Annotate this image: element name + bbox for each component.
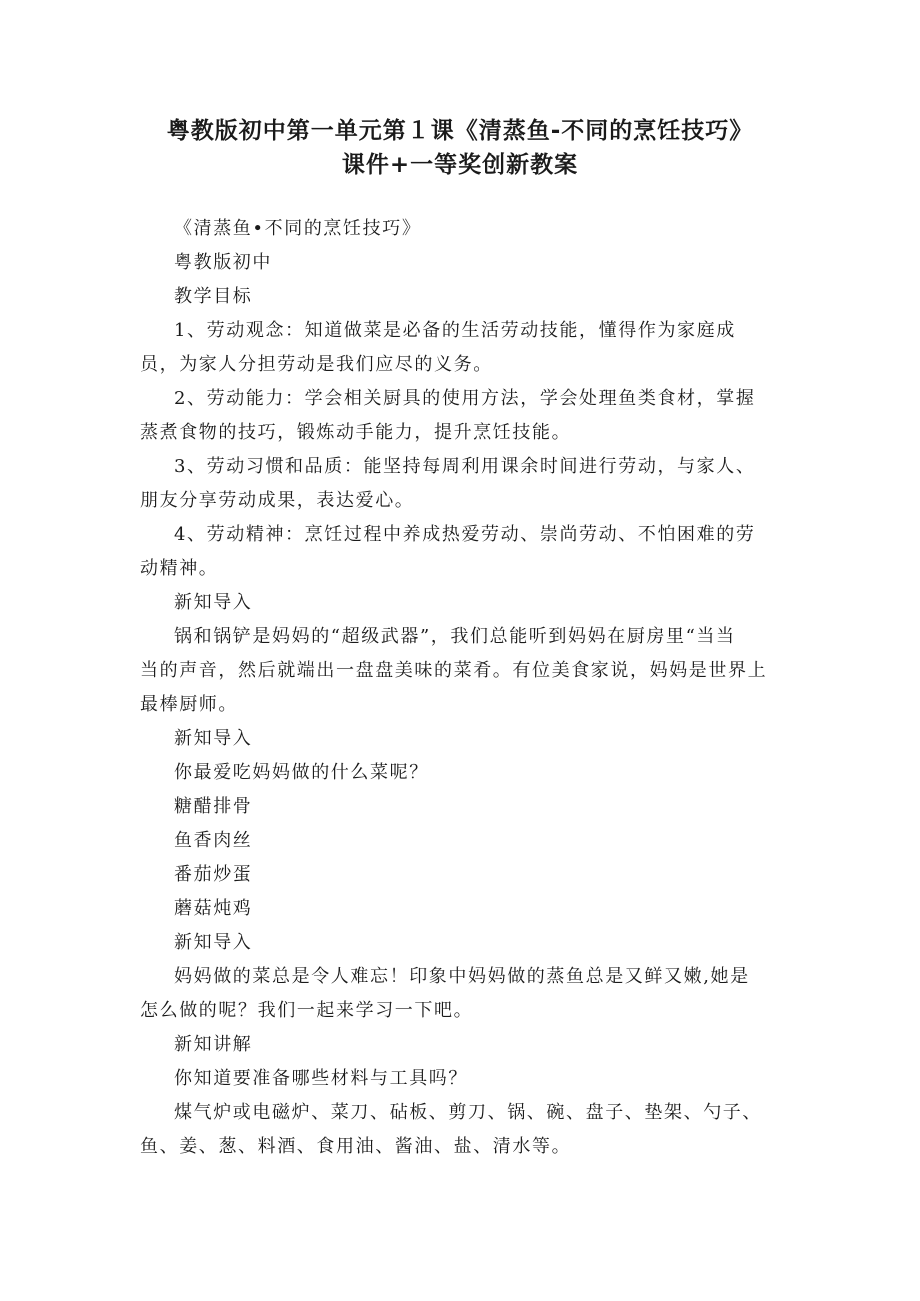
body-line: 糖醋排骨 bbox=[174, 796, 253, 817]
body-line: 粤教版初中 bbox=[174, 252, 272, 273]
body-line: 2、劳动能力：学会相关厨具的使用方法，学会处理鱼类食材，掌握 bbox=[174, 388, 756, 409]
body-line: 鱼香肉丝 bbox=[174, 830, 253, 851]
body-line: 最棒厨师。 bbox=[140, 694, 238, 715]
body-line: 4、劳动精神：烹饪过程中养成热爱劳动、崇尚劳动、不怕困难的劳 bbox=[174, 524, 756, 545]
body-line: 番茄炒蛋 bbox=[174, 864, 253, 885]
body-line: 《清蒸鱼•不同的烹饪技巧》 bbox=[174, 218, 422, 239]
body-line: 蘑菇炖鸡 bbox=[174, 898, 253, 919]
body-line: 鱼、姜、葱、料酒、食用油、酱油、盐、清水等。 bbox=[140, 1136, 572, 1157]
body-line: 当的声音，然后就端出一盘盘美味的菜肴。有位美食家说，妈妈是世界上 bbox=[140, 660, 768, 681]
body-line: 新知讲解 bbox=[174, 1034, 253, 1055]
body-line: 怎么做的呢？我们一起来学习一下吧。 bbox=[140, 1000, 474, 1021]
body-line: 新知导入 bbox=[174, 592, 253, 613]
body-line: 锅和锅铲是妈妈的“超级武器”，我们总能听到妈妈在厨房里“当当 bbox=[174, 626, 736, 647]
body-line: 你知道要准备哪些材料与工具吗？ bbox=[174, 1068, 468, 1089]
body-line: 朋友分享劳动成果，表达爱心。 bbox=[140, 490, 415, 511]
document-title-line-2: 课件+一等奖创新教案 bbox=[341, 152, 579, 178]
body-line: 3、劳动习惯和品质：能坚持每周利用课余时间进行劳动，与家人、 bbox=[174, 456, 756, 477]
body-line: 员，为家人分担劳动是我们应尽的义务。 bbox=[140, 354, 493, 375]
body-line: 妈妈做的菜总是令人难忘！印象中妈妈做的蒸鱼总是又鲜又嫩,她是 bbox=[174, 966, 750, 987]
body-line: 1、劳动观念：知道做菜是必备的生活劳动技能，懂得作为家庭成 bbox=[174, 320, 736, 341]
body-line: 蒸煮食物的技巧，锻炼动手能力，提升烹饪技能。 bbox=[140, 422, 572, 443]
body-line: 你最爱吃妈妈做的什么菜呢？ bbox=[174, 762, 429, 783]
body-line: 新知导入 bbox=[174, 932, 253, 953]
body-line: 煤气炉或电磁炉、菜刀、砧板、剪刀、锅、碗、盘子、垫架、勺子、 bbox=[174, 1102, 762, 1123]
body-line: 新知导入 bbox=[174, 728, 253, 749]
document-body bbox=[140, 212, 800, 1164]
document-title-line-1: 粤教版初中第一单元第１课《清蒸鱼-不同的烹饪技巧》 bbox=[166, 118, 754, 144]
body-line: 教学目标 bbox=[174, 286, 253, 307]
body-line: 动精神。 bbox=[140, 558, 219, 579]
